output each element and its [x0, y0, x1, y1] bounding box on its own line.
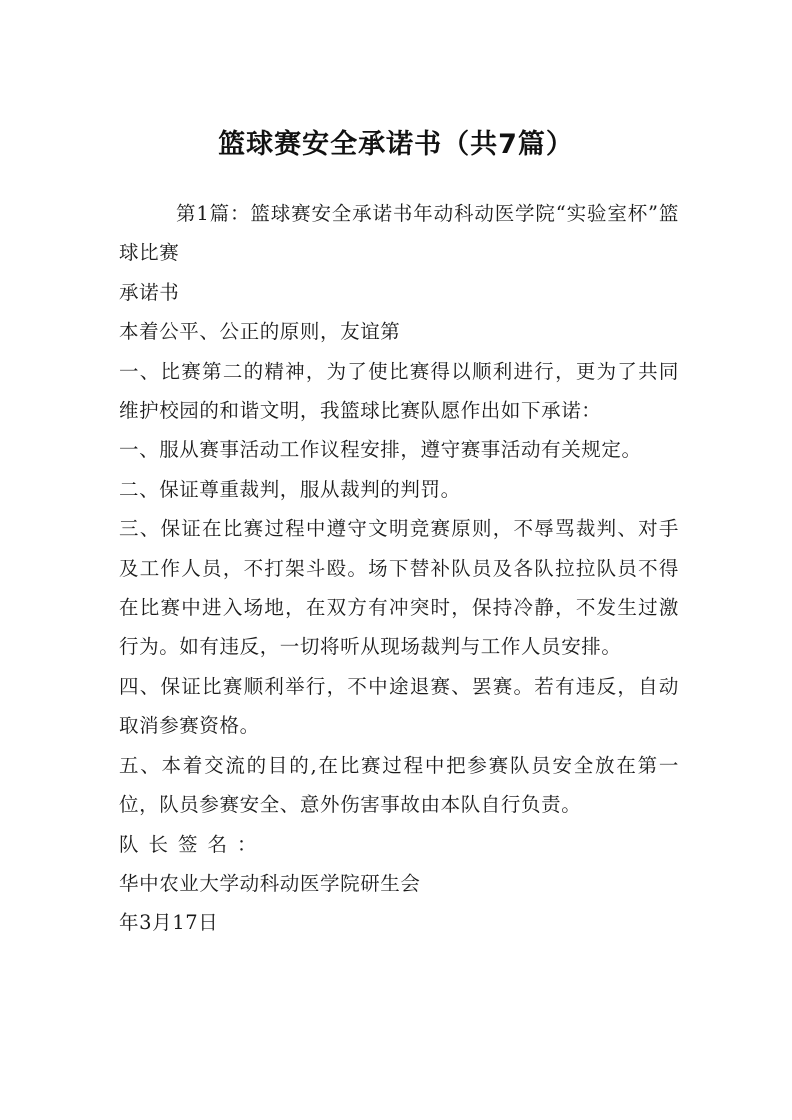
- document-title: 篮球赛安全承诺书（共7篇）: [218, 129, 574, 160]
- paragraph-item-2: 二、保证尊重裁判，服从裁判的判罚。: [119, 477, 461, 501]
- organization-name: 华中农业大学动科动医学院研生会: [119, 871, 421, 895]
- document-date: 年3月17日: [119, 911, 219, 935]
- paragraph-item-5: 五、本着交流的目的,在比赛过程中把参赛队员安全放在第一位，队员参赛安全、意外伤害事故由本队自行负责。: [119, 753, 679, 817]
- document-body: [119, 194, 679, 943]
- paragraph-spirit: 一、比赛第二的精神，为了使比赛得以顺利进行，更为了共同维护校园的和谐文明，我篮球比赛队愿作出如下承诺：: [119, 359, 679, 423]
- paragraph-item-4: 四、保证比赛顺利举行，不中途退赛、罢赛。若有违反，自动取消参赛资格。: [119, 674, 679, 738]
- paragraph-intro: 第1篇：篮球赛安全承诺书年动科动医学院“实验室杯”篮球比赛: [119, 202, 679, 265]
- captain-signature-label: 队长签名：: [119, 832, 267, 856]
- paragraph-item-3: 三、保证在比赛过程中遵守文明竞赛原则，不辱骂裁判、对手及工作人员，不打架斗殴。场下替补队员及各队拉拉队员不得在比赛中进入场地，在双方有冲突时，保持冷静，不发生过激行为。如有违反，一切将听从现场裁判与工作人员安排。: [119, 517, 679, 659]
- paragraph-principle: 本着公平、公正的原则，友谊第: [119, 320, 401, 344]
- paragraph-item-1: 一、服从赛事活动工作议程安排，遵守赛事活动有关规定。: [119, 438, 642, 462]
- paragraph-heading: 承诺书: [119, 280, 180, 304]
